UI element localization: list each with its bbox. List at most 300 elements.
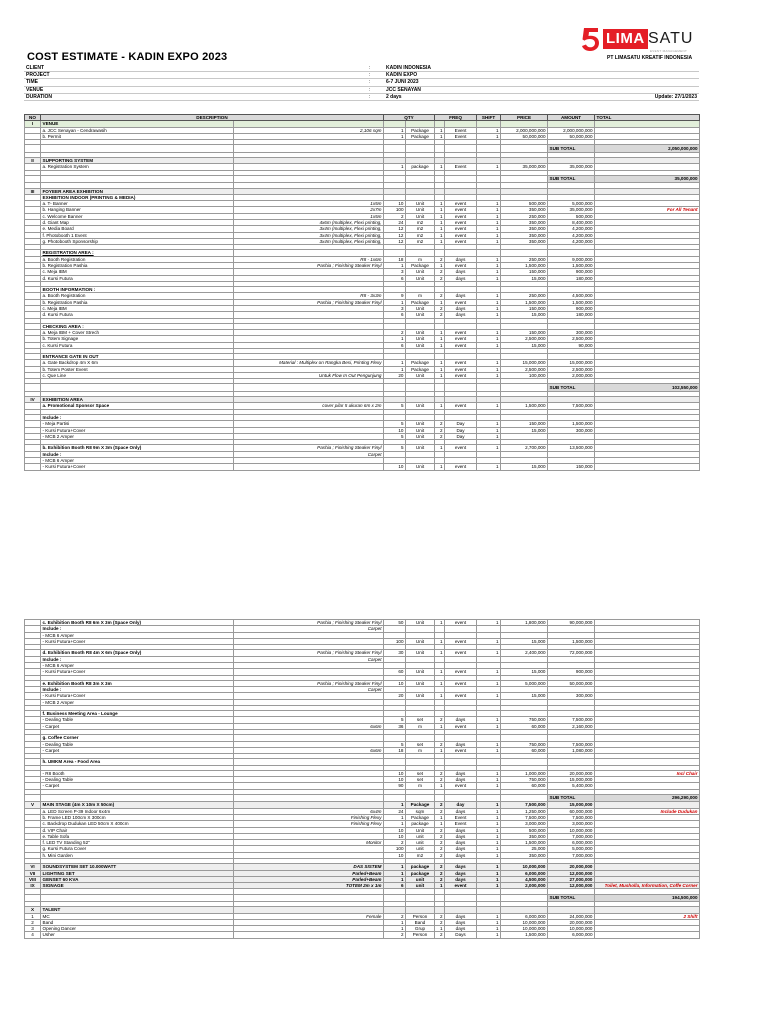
row-qty: 1 [384,814,406,820]
info-colon: : [369,86,371,93]
row-spec: R8 - 3x3m [234,293,384,299]
row-qty-unit: Unit [406,421,435,427]
row-spec: Carpet [234,656,384,662]
row-freq-unit: days [445,833,477,839]
col-description: DESCRIPTION [41,115,384,121]
row-freq-unit: event [445,336,477,342]
row-qty: 6 [384,883,406,889]
row-amount: 5,000,000 [548,846,595,852]
estimate-page-2 [0,605,768,1024]
row-qty-unit: Unit [406,638,435,644]
row-freq-unit: event [445,299,477,305]
row-shift: 1 [477,747,501,753]
row-freq: 2 [435,876,445,882]
row-qty: 100 [384,846,406,852]
row-amount: 4,200,000 [548,238,595,244]
row-shift: 1 [477,620,501,626]
row-freq: 1 [435,464,445,470]
row-amount: 10,000,000 [548,827,595,833]
row-price: 10,000,000 [501,919,548,925]
row-price: 1,500,000 [501,403,548,409]
row-shift: 1 [477,693,501,699]
row-description: Include : [41,656,234,662]
row-qty-unit: m [406,783,435,789]
row-amount: 7,500,000 [548,403,595,409]
info-row [24,94,699,101]
empty-cell [384,794,406,802]
empty-cell [445,384,477,392]
row-price: 2,500,000 [501,336,548,342]
row-amount: 15,000,000 [548,360,595,366]
row-description: a. Gate Backdrop 4m X 6m [41,360,234,366]
row-number: 4 [25,932,41,938]
row-description: a. JCC Senayan - Cendrawasih [41,127,234,133]
col-no: NO [25,115,41,121]
empty-cell [435,145,445,153]
row-qty: 1 [384,133,406,139]
row-qty: 6 [384,312,406,318]
row-freq: 1 [435,638,445,644]
row-note [595,464,700,470]
empty-cell [406,384,435,392]
row-spec: 3x4m (multiplex, Flexi printing, [234,232,384,238]
row-description: TALENT [41,907,234,913]
row-spec: 4x6m (multiplex, Flexi printing, [234,220,384,226]
row-price: 1,500,000 [501,299,548,305]
row-shift: 1 [477,741,501,747]
row-price: 6,000,000 [501,870,548,876]
row-freq: 1 [435,723,445,729]
row-spec: TOTEM 2m x 1m [234,883,384,889]
row-shift: 1 [477,232,501,238]
row-note: 2 Shift [595,913,700,919]
subtotal-row [25,384,700,392]
empty-cell [501,145,548,153]
row-freq: 2 [435,433,445,439]
row-description: - Carpet [41,723,234,729]
row-shift: 1 [477,201,501,207]
row-freq-unit: Event [445,133,477,139]
row-description: Opening Dancer [41,926,234,932]
row-amount: 27,000,000 [548,876,595,882]
row-freq: 1 [435,201,445,207]
row-shift: 1 [477,808,501,814]
row-price: 100,000 [501,373,548,379]
row-freq-unit: days [445,808,477,814]
row-number: IV [25,397,41,403]
row-qty: 1 [384,870,406,876]
row-qty: 10 [384,464,406,470]
empty-cell [234,794,384,802]
row-spec: 2,106 sqm [234,127,384,133]
row-amount: 4,200,000 [548,226,595,232]
row-freq: 1 [435,232,445,238]
info-value: KADIN INDONESIA [386,65,432,71]
row-qty: 10 [384,833,406,839]
row-shift: 1 [477,336,501,342]
row-freq-unit: Day [445,427,477,433]
row-number: VI [25,864,41,870]
row-price: 7,500,000 [501,814,548,820]
cost-table-page-1 [24,114,700,471]
subtotal-value: 102,550,000 [595,384,700,392]
row-qty-unit: Package [406,127,435,133]
row-number: V [25,802,41,808]
row-qty: 6 [384,342,406,348]
row-qty: 50 [384,620,406,626]
info-row [24,87,699,94]
row-freq: 1 [435,207,445,213]
row-freq: 2 [435,717,445,723]
row-amount: 20,000,000 [548,864,595,870]
update-date: Update: 27/1/2023 [654,93,697,100]
subtotal-row [25,145,700,153]
row-description: d. Kursi Futura [41,275,234,281]
row-shift: 1 [477,650,501,656]
row-shift: 1 [477,207,501,213]
empty-cell [406,175,435,183]
row-amount: 300,000 [548,330,595,336]
row-spec [234,932,384,938]
subtotal-label: SUB TOTAL [548,794,595,802]
row-price: 750,000 [501,777,548,783]
row-freq: 2 [435,919,445,925]
row-shift: 1 [477,445,501,451]
row-description: LIGHTING SET [41,870,234,876]
row-qty-unit: Grup [406,926,435,932]
table-row [25,932,700,938]
row-description: - Kursi Futura+Cover [41,427,234,433]
empty-cell [477,894,501,902]
row-qty-unit: unit [406,833,435,839]
row-shift: 1 [477,421,501,427]
row-description: FOYEER AREA EXHIBITION [41,188,234,194]
row-amount: 15,000,000 [548,802,595,808]
row-price: 15,000 [501,464,548,470]
row-qty: 5 [384,445,406,451]
row-shift: 1 [477,638,501,644]
row-freq: 2 [435,770,445,776]
row-shift: 1 [477,777,501,783]
row-freq: 1 [435,926,445,932]
row-description: - Dealing Table [41,717,234,723]
row-freq-unit: days [445,846,477,852]
row-description: - Kursi Futura+Cover [41,669,234,675]
row-qty-unit: m [406,723,435,729]
row-price: 6,000,000 [501,913,548,919]
row-freq: 1 [435,373,445,379]
row-shift: 1 [477,293,501,299]
row-qty: 1 [384,299,406,305]
row-shift: 1 [477,342,501,348]
row-price: 150,000 [501,305,548,311]
row-qty: 2 [384,913,406,919]
col-amount: AMOUNT [548,115,595,121]
info-value: KADIN EXPO [386,72,418,79]
row-freq-unit: event [445,693,477,699]
row-description: Usher [41,932,234,938]
subtotal-label: SUB TOTAL [548,175,595,183]
row-qty: 100 [384,207,406,213]
row-shift: 1 [477,256,501,262]
row-description: c. Kursi Futura [41,342,234,348]
row-amount: 60,000,000 [548,808,595,814]
row-qty: 10 [384,852,406,858]
row-description: SIGNAGE [41,883,234,889]
row-price: 60,000 [501,747,548,753]
row-freq: 2 [435,827,445,833]
row-price: 15,000 [501,275,548,281]
empty-cell [477,145,501,153]
row-shift: 1 [477,913,501,919]
row-freq: 1 [435,330,445,336]
row-shift: 1 [477,717,501,723]
row-number: 2 [25,919,41,925]
row-amount: 7,000,000 [548,852,595,858]
row-qty: 10 [384,427,406,433]
company-name: PT LIMASATU KREATIF INDONESIA [607,55,693,61]
row-spec: 2x7m [234,207,384,213]
row-freq-unit: days [445,305,477,311]
row-note: Incl Chair [595,770,700,776]
row-description: d. Kursi Futura [41,312,234,318]
row-qty: 1 [384,360,406,366]
empty-cell [406,145,435,153]
row-qty: 1 [384,864,406,870]
row-price: 150,000 [501,330,548,336]
row-qty: 10 [384,201,406,207]
row-description: a. LED Screen P-39 Indoor 6x4m [41,808,234,814]
row-qty: 18 [384,256,406,262]
row-description: c. Backdrop Dudukan LED 50cm X 400cm [41,821,234,827]
row-spec: Untuk Flow In Out Pengunjung [234,373,384,379]
row-freq-unit: days [445,870,477,876]
row-freq: 2 [435,913,445,919]
row-price: 4,500,000 [501,876,548,882]
row-qty: 5 [384,403,406,409]
row-amount: 50,000,000 [548,133,595,139]
empty-cell [25,794,41,802]
row-freq: 1 [435,127,445,133]
empty-cell [41,145,234,153]
row-description: a. Booth Registration [41,293,234,299]
row-description: b. Totem Signage [41,336,234,342]
row-freq: 1 [435,783,445,789]
row-qty-unit: Person [406,913,435,919]
row-description: - Meja Partisi [41,421,234,427]
row-freq: 2 [435,833,445,839]
row-freq-unit: event [445,342,477,348]
row-freq: 1 [435,680,445,686]
row-amount: 2,500,000 [548,336,595,342]
row-qty: 9 [384,293,406,299]
empty-cell [25,384,41,392]
row-shift: 1 [477,127,501,133]
row-freq-unit: event [445,464,477,470]
row-freq: 1 [435,342,445,348]
row-price: 350,000 [501,238,548,244]
row-price: 350,000 [501,226,548,232]
row-amount: 150,000 [548,464,595,470]
row-freq: 1 [435,403,445,409]
row-description: b. Frame LED 100cm X 300cm [41,814,234,820]
row-qty: 10 [384,680,406,686]
empty-cell [477,384,501,392]
row-qty: 24 [384,808,406,814]
row-qty-unit: Unit [406,213,435,219]
row-description: h. UMKM Area - Food Area [41,759,234,765]
row-price: 60,000 [501,723,548,729]
row-description: d. VIP Chair [41,827,234,833]
row-spec: R8 - 1x6m [234,256,384,262]
row-amount: 6,000,000 [548,840,595,846]
empty-cell [234,384,384,392]
row-qty-unit: Package [406,262,435,268]
row-freq: 2 [435,802,445,808]
row-qty-unit: unit [406,876,435,882]
row-price: 350,000 [501,232,548,238]
row-amount: 5,400,000 [548,783,595,789]
row-description: h. Mini Garden [41,852,234,858]
row-spec: Parled+Beam [234,876,384,882]
row-qty: 18 [384,747,406,753]
row-freq: 2 [435,840,445,846]
row-qty: 90 [384,783,406,789]
row-description: - MCB 2 Amper [41,433,234,439]
empty-cell [384,175,406,183]
row-freq: 1 [435,747,445,753]
empty-cell [435,384,445,392]
empty-cell [477,794,501,802]
row-price: 350,000 [501,220,548,226]
row-shift: 1 [477,770,501,776]
row-number [25,464,41,470]
row-price: 50,000,000 [501,133,548,139]
row-spec: Parled+Beam [234,870,384,876]
row-shift: 1 [477,723,501,729]
info-value: 6-7 JUNI 2023 [386,79,419,86]
row-price: 1,500,000 [501,840,548,846]
row-spec: Pashia ; Finishing Steaker Finyl [234,262,384,268]
row-description: b. Registration Pashia [41,262,234,268]
row-freq-unit: days [445,777,477,783]
info-colon: : [369,65,371,71]
row-spec: cover pilar 5 ukuran 6m x 2m [234,403,384,409]
row-shift: 1 [477,669,501,675]
empty-cell [445,894,477,902]
row-amount: 900,000 [548,669,595,675]
row-amount: 9,000,000 [548,256,595,262]
row-qty: 2 [384,330,406,336]
row-shift: 1 [477,330,501,336]
row-qty: 5 [384,433,406,439]
row-note [595,932,700,938]
row-qty-unit: Unit [406,427,435,433]
info-value: JCC SENAYAN [386,86,421,93]
info-label: CLIENT [26,65,45,71]
row-qty: 3 [384,305,406,311]
row-spec: 6x4m [234,808,384,814]
row-amount: 90,000 [548,342,595,348]
row-qty: 20 [384,693,406,699]
empty-cell [501,384,548,392]
row-freq: 1 [435,164,445,170]
row-shift: 1 [477,840,501,846]
row-spec: Pashia ; Finishing Steaker Finyl [234,680,384,686]
row-shift: 1 [477,275,501,281]
row-number: III [25,188,41,194]
row-description: - R8 Booth [41,770,234,776]
row-qty: 2 [384,840,406,846]
row-description: Include : [41,687,234,693]
row-freq-unit: Days [445,932,477,938]
info-colon: : [369,93,371,100]
row-note: Include Dudukan [595,808,700,814]
limasatu-logo-icon [580,26,602,52]
subtotal-row [25,894,700,902]
row-price: 15,000 [501,427,548,433]
row-qty: 12 [384,238,406,244]
row-shift: 1 [477,814,501,820]
empty-cell [501,794,548,802]
row-spec: Carpet [234,626,384,632]
row-spec: Material : Multiplex on Rangka Besi, Printing Flexy [234,360,384,366]
row-amount: 2,160,000 [548,723,595,729]
empty-cell [501,894,548,902]
row-qty-unit: set [406,741,435,747]
row-freq: 1 [435,336,445,342]
row-freq-unit: days [445,876,477,882]
subtotal-row [25,794,700,802]
row-qty: 1 [384,926,406,932]
row-shift: 1 [477,883,501,889]
row-description: c. Welcome Banner [41,213,234,219]
row-amount: 180,000 [548,275,595,281]
row-description: MAIN STAGE (4m X 10m X 50cm) [41,802,234,808]
row-qty: 100 [384,638,406,644]
row-freq: 2 [435,864,445,870]
row-number: II [25,158,41,164]
info-label: VENUE [26,86,44,93]
row-amount: 4,200,000 [548,232,595,238]
row-qty-unit: set [406,777,435,783]
row-shift: 1 [477,226,501,232]
row-freq: 2 [435,305,445,311]
row-shift: 1 [477,821,501,827]
row-description: a. T- Banner [41,201,234,207]
row-description: REGISTRATION AREA : [41,250,234,256]
row-spec: Female [234,913,384,919]
row-description: - Dealing Table [41,777,234,783]
empty-cell [384,145,406,153]
row-freq-unit: days [445,717,477,723]
row-shift: 1 [477,846,501,852]
row-freq: 1 [435,620,445,626]
row-qty-unit: Package [406,360,435,366]
row-number: 3 [25,926,41,932]
row-shift: 1 [477,783,501,789]
row-qty-unit: Unit [406,445,435,451]
empty-cell [445,145,477,153]
row-freq-unit: days [445,293,477,299]
row-qty: 1 [384,876,406,882]
row-freq: 1 [435,299,445,305]
row-qty: 1 [384,366,406,372]
info-colon: : [369,79,371,86]
row-freq-unit: event [445,403,477,409]
empty-cell [435,175,445,183]
row-price: 250,000 [501,213,548,219]
